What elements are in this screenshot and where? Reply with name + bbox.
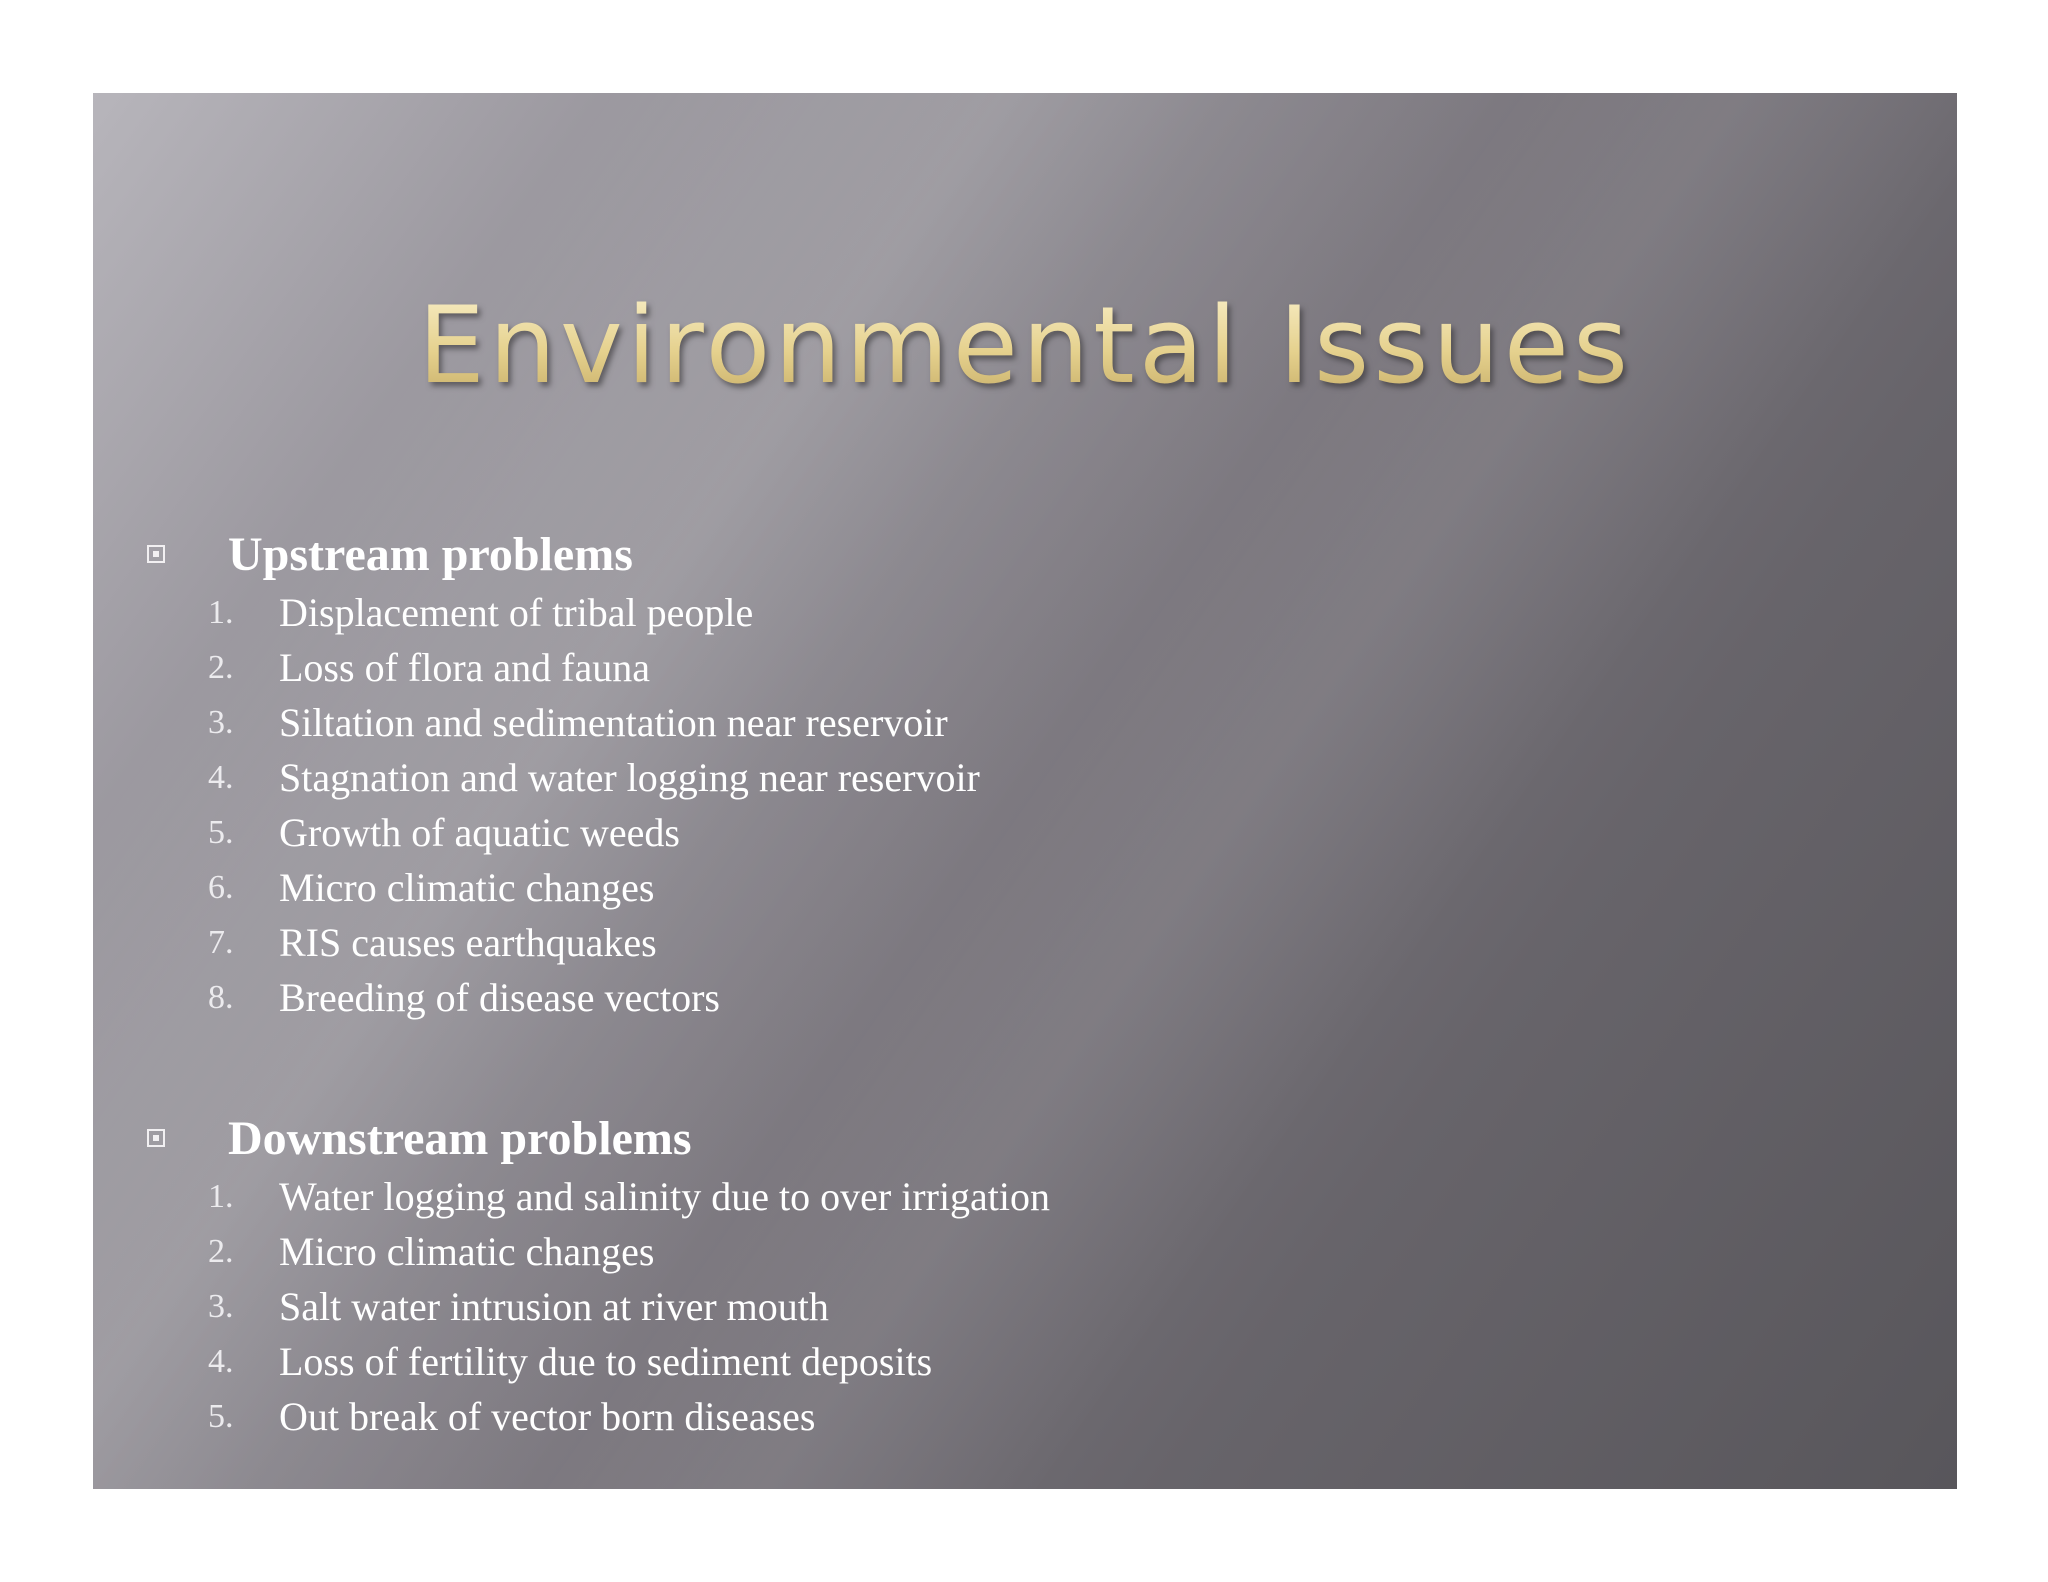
list-item-text: Loss of flora and fauna — [279, 645, 650, 690]
section-heading-upstream: Upstream problems — [228, 528, 633, 581]
list-item-number: 5. — [208, 814, 234, 851]
list-item — [93, 1334, 1957, 1389]
list-item-number: 3. — [208, 1288, 234, 1325]
list-item-number: 1. — [208, 1178, 234, 1215]
section-heading-downstream: Downstream problems — [228, 1112, 692, 1165]
list-item-number: 4. — [208, 759, 234, 796]
downstream-section — [93, 1109, 1957, 1444]
list-item — [93, 915, 1957, 970]
list-item — [93, 805, 1957, 860]
boxed-square-bullet-icon — [147, 1129, 165, 1147]
list-item-number: 5. — [208, 1398, 234, 1435]
list-item — [93, 640, 1957, 695]
list-item-text: Stagnation and water logging near reservoir — [279, 755, 980, 800]
list-item — [93, 970, 1957, 1025]
list-item-number: 8. — [208, 979, 234, 1016]
slide — [93, 93, 1957, 1489]
list-item-text: Loss of fertility due to sediment deposits — [279, 1339, 933, 1384]
list-item — [93, 585, 1957, 640]
list-item-text: Water logging and salinity due to over irrigation — [279, 1174, 1051, 1219]
list-item-number: 2. — [208, 649, 234, 686]
list-item-number: 3. — [208, 704, 234, 741]
upstream-section — [93, 525, 1957, 1025]
list-item — [93, 695, 1957, 750]
list-item-number: 1. — [208, 594, 234, 631]
upstream-list — [93, 585, 1957, 1025]
slide-title: Environmental Issues — [93, 293, 1957, 399]
list-item-text: Micro climatic changes — [279, 865, 655, 910]
list-item-text: Siltation and sedimentation near reservoir — [279, 700, 948, 745]
list-item — [93, 860, 1957, 915]
list-item-text: RIS causes earthquakes — [279, 920, 657, 965]
list-item-number: 2. — [208, 1233, 234, 1270]
list-item — [93, 1169, 1957, 1224]
downstream-list — [93, 1169, 1957, 1444]
list-item-text: Salt water intrusion at river mouth — [279, 1284, 829, 1329]
list-item-text: Breeding of disease vectors — [279, 975, 720, 1020]
list-item-text: Displacement of tribal people — [279, 590, 754, 635]
list-item — [93, 1224, 1957, 1279]
boxed-square-bullet-icon — [147, 545, 165, 563]
list-item-number: 7. — [208, 924, 234, 961]
section-heading-row — [93, 1109, 1957, 1169]
list-item-text: Micro climatic changes — [279, 1229, 655, 1274]
list-item — [93, 1279, 1957, 1334]
list-item-number: 4. — [208, 1343, 234, 1380]
section-heading-row — [93, 525, 1957, 585]
list-item — [93, 1389, 1957, 1444]
list-item-text: Out break of vector born diseases — [279, 1394, 816, 1439]
list-item-number: 6. — [208, 869, 234, 906]
list-item — [93, 750, 1957, 805]
list-item-text: Growth of aquatic weeds — [279, 810, 680, 855]
